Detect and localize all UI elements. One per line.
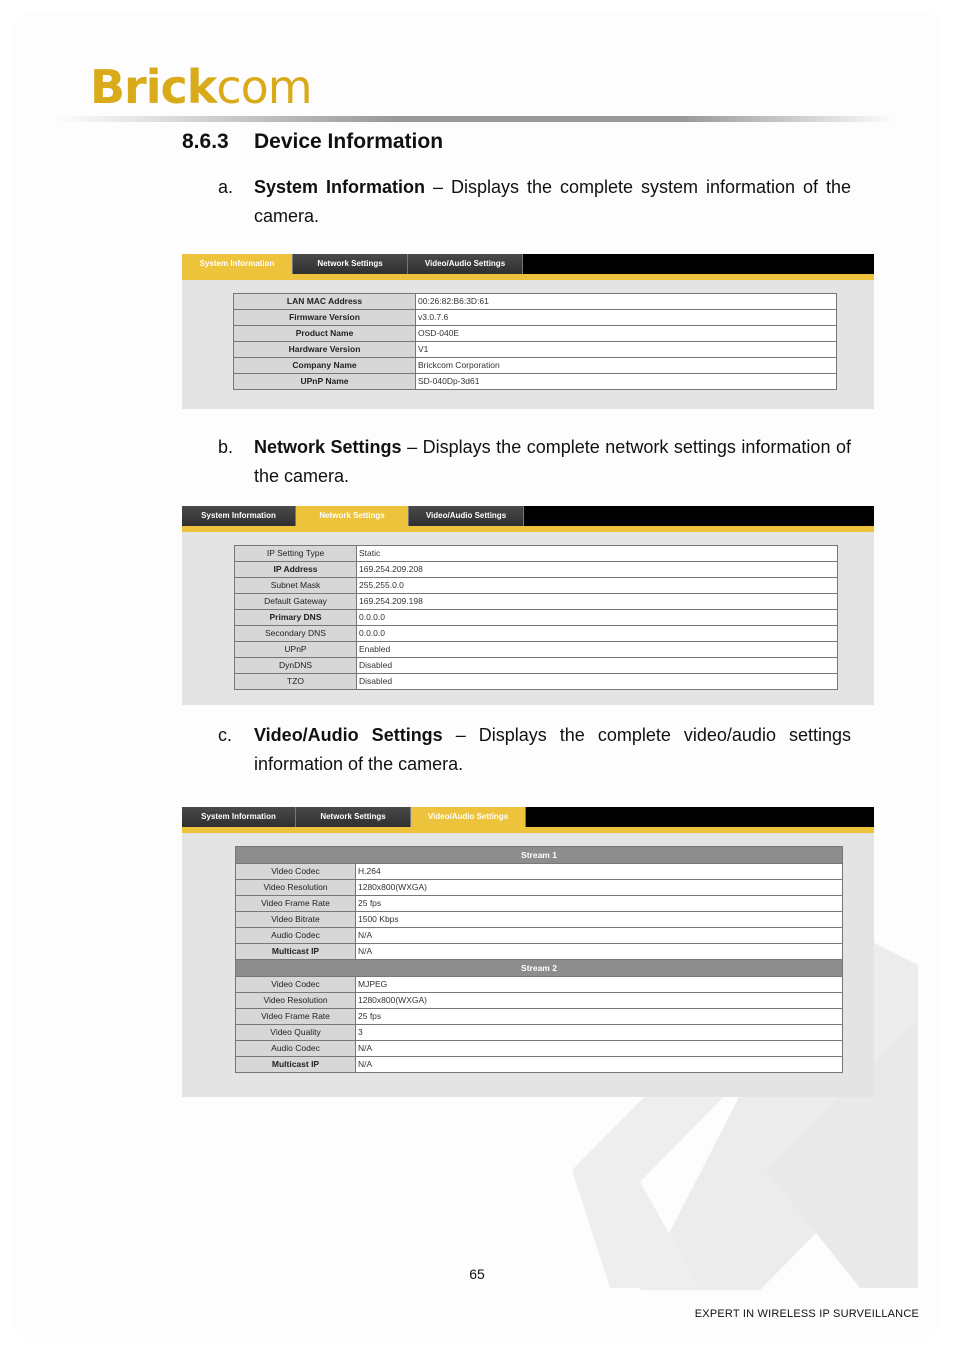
table-row — [236, 880, 843, 896]
item-term: Network Settings — [254, 437, 402, 457]
video-audio-panel — [182, 807, 874, 1097]
table-row — [235, 642, 838, 658]
brickcom-logo — [90, 62, 312, 112]
table-row — [235, 658, 838, 674]
item-term: Video/Audio Settings — [254, 725, 443, 745]
footer-tagline: EXPERT IN WIRELESS IP SURVEILLANCE — [694, 1308, 919, 1320]
table-row — [236, 1057, 843, 1073]
row-value: 25 fps — [356, 896, 843, 912]
table-row — [236, 993, 843, 1009]
stream-2-header: Stream 2 — [236, 960, 843, 977]
tab-video-audio-settings[interactable]: Video/Audio Settings — [411, 807, 526, 827]
row-value: Enabled — [357, 642, 838, 658]
table-row — [236, 896, 843, 912]
table-row — [236, 864, 843, 880]
network-settings-panel — [182, 506, 874, 705]
tab-underline — [182, 827, 874, 833]
row-label: UPnP Name — [234, 374, 416, 390]
row-value: N/A — [356, 944, 843, 960]
row-value: N/A — [356, 928, 843, 944]
tab-video-audio-settings[interactable]: Video/Audio Settings — [409, 506, 524, 526]
tab-system-information[interactable]: System Information — [182, 254, 293, 274]
table-row — [236, 928, 843, 944]
tab-network-settings[interactable]: Network Settings — [296, 807, 411, 827]
row-label: Hardware Version — [234, 342, 416, 358]
row-label: Company Name — [234, 358, 416, 374]
system-info-panel — [182, 254, 874, 409]
item-description: – Displays the complete system information of the camera. — [254, 177, 851, 226]
row-value: H.264 — [356, 864, 843, 880]
tab-system-information[interactable]: System Information — [182, 807, 296, 827]
row-label: Audio Codec — [236, 1041, 356, 1057]
table-row — [234, 326, 837, 342]
row-value: 0.0.0.0 — [357, 626, 838, 642]
header-rule — [55, 116, 895, 122]
tab-bar — [182, 807, 874, 827]
row-label: Audio Codec — [236, 928, 356, 944]
table-row — [236, 944, 843, 960]
tab-network-settings[interactable]: Network Settings — [296, 506, 409, 526]
row-label: Default Gateway — [235, 594, 357, 610]
table-row — [234, 294, 837, 310]
table-row — [234, 310, 837, 326]
row-value: 3 — [356, 1025, 843, 1041]
row-value: 169.254.209.208 — [357, 562, 838, 578]
row-value: Disabled — [357, 674, 838, 690]
logo-light-text: com — [216, 60, 312, 114]
table-row — [236, 1025, 843, 1041]
row-value: Static — [357, 546, 838, 562]
table-row — [235, 610, 838, 626]
tab-bar — [182, 506, 874, 526]
row-label: Video Quality — [236, 1025, 356, 1041]
row-label: TZO — [235, 674, 357, 690]
item-description: – Displays the complete video/audio settings information of the camera. — [254, 725, 851, 774]
system-info-table — [233, 293, 837, 390]
row-label: Firmware Version — [234, 310, 416, 326]
item-letter: c. — [218, 725, 233, 745]
table-row — [236, 1041, 843, 1057]
tab-underline — [182, 526, 874, 532]
item-term: System Information — [254, 177, 426, 197]
table-row — [236, 912, 843, 928]
row-value: N/A — [356, 1057, 843, 1073]
table-row — [234, 342, 837, 358]
row-label: IP Address — [235, 562, 357, 578]
row-value: SD-040Dp-3d61 — [416, 374, 837, 390]
table-row — [235, 626, 838, 642]
row-value: 1280x800(WXGA) — [356, 993, 843, 1009]
stream-header-row — [236, 847, 843, 864]
row-value: MJPEG — [356, 977, 843, 993]
network-settings-table — [234, 545, 838, 690]
row-label: Video Codec — [236, 977, 356, 993]
table-row — [235, 674, 838, 690]
row-label: Subnet Mask — [235, 578, 357, 594]
row-value: Disabled — [357, 658, 838, 674]
row-label: Video Resolution — [236, 880, 356, 896]
item-letter: a. — [218, 177, 234, 197]
table-row — [235, 546, 838, 562]
table-row — [235, 594, 838, 610]
table-row — [236, 1009, 843, 1025]
tab-video-audio-settings[interactable]: Video/Audio Settings — [408, 254, 523, 274]
table-row — [236, 977, 843, 993]
row-label: IP Setting Type — [235, 546, 357, 562]
row-value: 1500 Kbps — [356, 912, 843, 928]
row-value: OSD-040E — [416, 326, 837, 342]
row-value: V1 — [416, 342, 837, 358]
row-label: LAN MAC Address — [234, 294, 416, 310]
row-label: Multicast IP — [236, 1057, 356, 1073]
row-label: Primary DNS — [235, 610, 357, 626]
row-value: 0.0.0.0 — [357, 610, 838, 626]
row-value: 1280x800(WXGA) — [356, 880, 843, 896]
row-label: Video Frame Rate — [236, 1009, 356, 1025]
row-value: 169.254.209.198 — [357, 594, 838, 610]
row-value: 255.255.0.0 — [357, 578, 838, 594]
section-number: 8.6.3 — [182, 130, 229, 153]
row-value: 00:26:82:B6:3D:61 — [416, 294, 837, 310]
row-value: N/A — [356, 1041, 843, 1057]
row-label: Secondary DNS — [235, 626, 357, 642]
row-label: Video Frame Rate — [236, 896, 356, 912]
row-value: Brickcom Corporation — [416, 358, 837, 374]
table-row — [235, 562, 838, 578]
table-row — [235, 578, 838, 594]
tab-underline — [182, 274, 874, 280]
tab-system-information[interactable]: System Information — [182, 506, 296, 526]
row-label: Video Bitrate — [236, 912, 356, 928]
tab-bar — [182, 254, 874, 274]
row-label: Multicast IP — [236, 944, 356, 960]
row-label: DynDNS — [235, 658, 357, 674]
section-title: Device Information — [254, 130, 444, 153]
page-number: 65 — [469, 1266, 485, 1282]
video-audio-table — [235, 846, 843, 1073]
section-heading — [182, 130, 443, 154]
logo-strong-text: Brick — [90, 60, 217, 114]
table-row — [234, 358, 837, 374]
row-label: Product Name — [234, 326, 416, 342]
row-label: UPnP — [235, 642, 357, 658]
row-value: 25 fps — [356, 1009, 843, 1025]
tab-network-settings[interactable]: Network Settings — [293, 254, 408, 274]
stream-1-header: Stream 1 — [236, 847, 843, 864]
row-value: v3.0.7.6 — [416, 310, 837, 326]
row-label: Video Resolution — [236, 993, 356, 1009]
row-label: Video Codec — [236, 864, 356, 880]
item-description: – Displays the complete network settings information of the camera. — [254, 437, 851, 486]
stream-header-row — [236, 960, 843, 977]
item-letter: b. — [218, 437, 234, 457]
table-row — [234, 374, 837, 390]
